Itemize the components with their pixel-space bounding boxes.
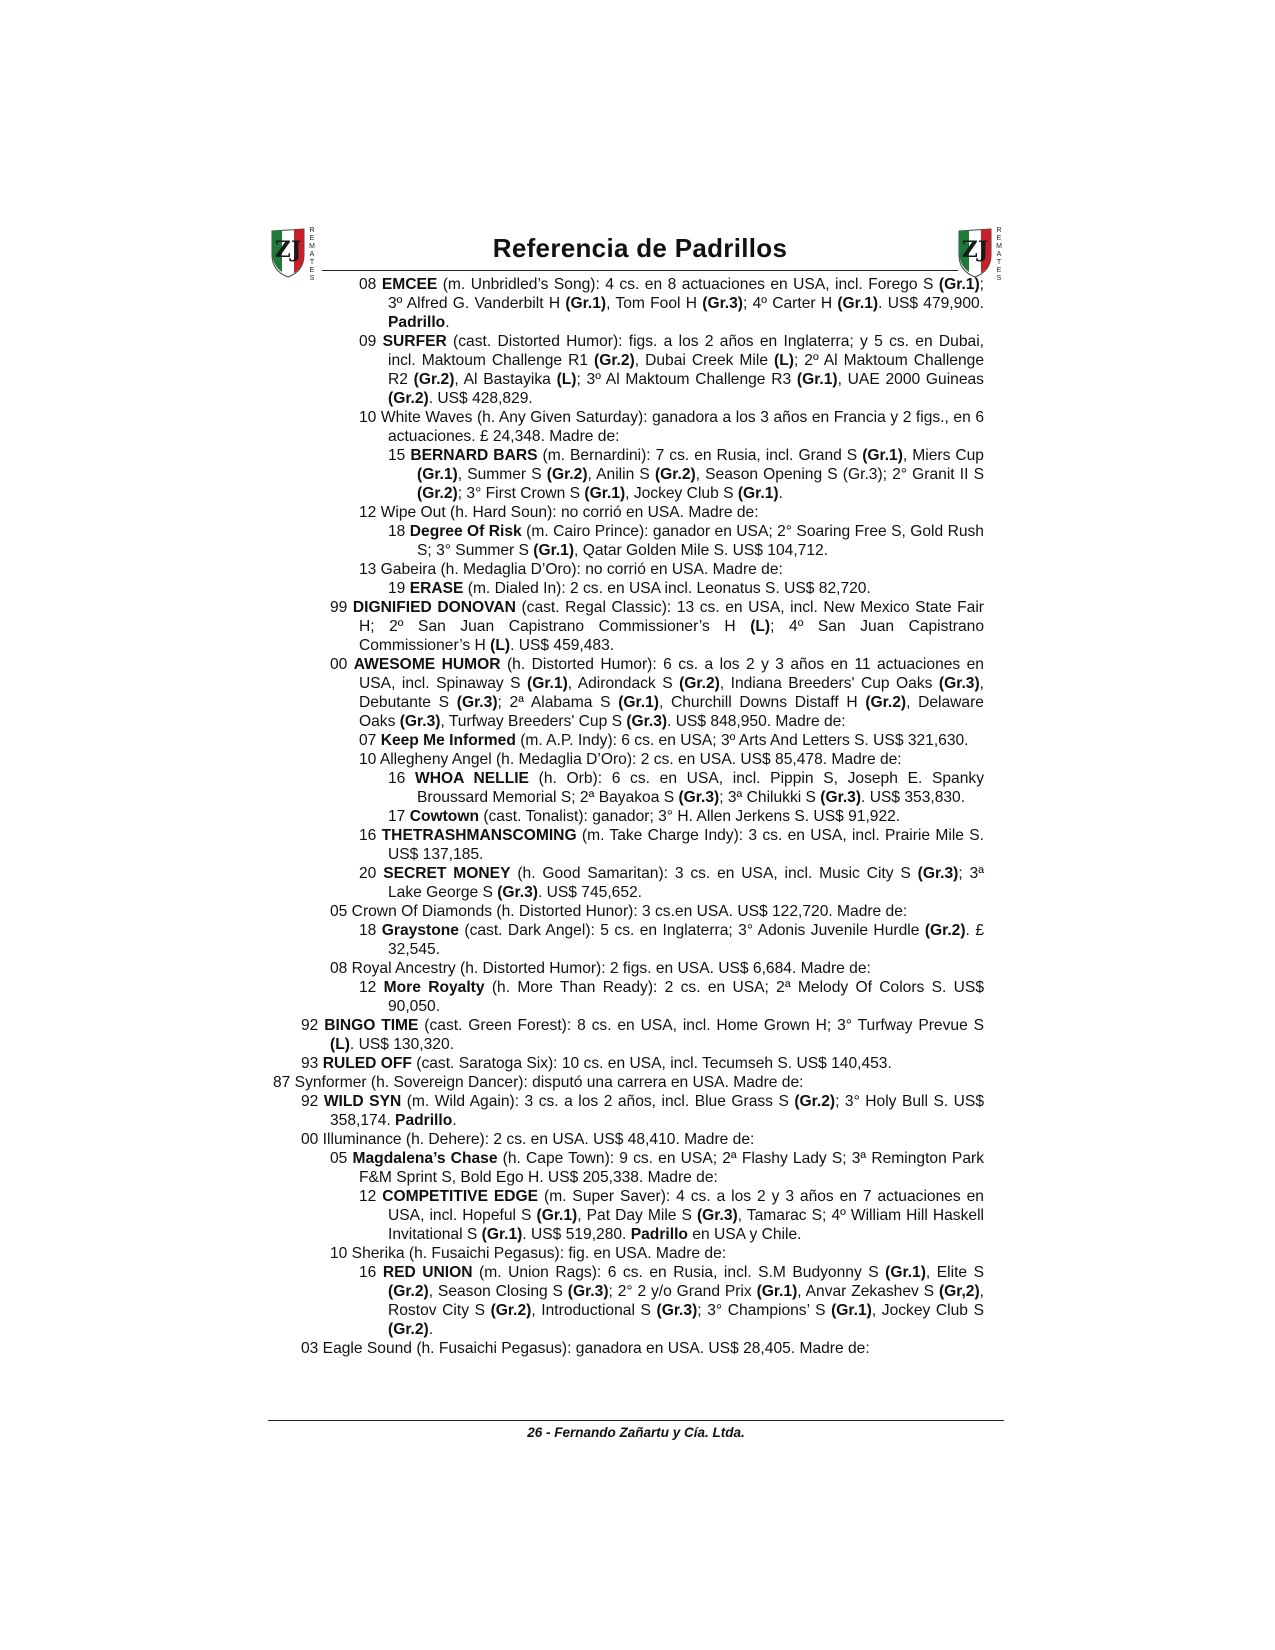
entry-text: (cast. Saratoga Six): 10 cs. en USA, incl. Tecumseh S. US$ 140,453. (411, 1055, 892, 1072)
company-logo-left (268, 225, 318, 282)
header-divider (322, 270, 958, 271)
entry-text: . US$ 745,652. (537, 884, 643, 901)
entry-bold-text: (Gr.3) (678, 789, 720, 806)
entry-text: ; 3° First Crown S (457, 485, 585, 502)
entry-bold-text: Degree Of Risk (409, 523, 522, 540)
logo-remates-text: R E M A T E S (309, 227, 315, 282)
entry-bold-text: (Gr.1) (938, 276, 980, 293)
entry-text: en USA y Chile. (687, 1226, 802, 1243)
entry-text: . US$ 459,483. (510, 637, 615, 654)
entry-bold-text: (Gr.2) (794, 1093, 836, 1110)
entry-text: , Pat Day Mile S (577, 1207, 697, 1224)
pedigree-entry (301, 1092, 984, 1130)
entry-bold-text: (Gr.1) (618, 694, 659, 711)
entry-text: , Anilin S (587, 466, 655, 483)
pedigree-entry (359, 503, 984, 522)
pedigree-entry (359, 864, 984, 902)
page-title: Referencia de Padrillos (492, 233, 788, 263)
entry-text: 10 Sherika (h. Fusaichi Pegasus): fig. en USA. Madre de: (330, 1245, 727, 1262)
logo-letters: ZJ (274, 237, 302, 263)
company-logo-right (955, 225, 1005, 282)
entry-text: . (428, 1321, 434, 1338)
entry-bold-text: (Gr.3) (917, 865, 959, 882)
pedigree-entry (301, 1016, 984, 1054)
entry-text: . US$ 479,900. (878, 295, 984, 312)
pedigree-entry (359, 1187, 984, 1244)
entry-text: , Elite S (925, 1264, 984, 1281)
entry-text: 87 Synformer (h. Sovereign Dancer): disputó una carrera en USA. Madre de: (273, 1074, 804, 1091)
entry-bold-text: (Gr.2) (679, 675, 720, 692)
entry-text: ; 3ª Chilukki S (719, 789, 821, 806)
entry-text: , Tom Fool H (606, 295, 703, 312)
entry-bold-text: (Gr.1) (584, 485, 626, 502)
entry-text: 10 Allegheny Angel (h. Medaglia D’Oro): 2 cs. en USA. US$ 85,478. Madre de: (359, 751, 902, 768)
entry-text: 16 (359, 827, 382, 844)
entry-bold-text: (Gr.2) (413, 371, 455, 388)
entry-text: (m. Wild Again): 3 cs. a los 2 años, incl. Blue Grass S (401, 1093, 795, 1110)
entry-text: . US$ 353,830. (861, 789, 966, 806)
pedigree-entry (301, 1054, 984, 1073)
entry-bold-text: (Gr.2) (388, 390, 429, 407)
entry-text: 20 (359, 865, 384, 882)
entry-text: , Al Bastayika (454, 371, 557, 388)
pedigree-entry (388, 807, 984, 826)
pedigree-entry (359, 332, 984, 408)
pedigree-entry (359, 750, 984, 769)
entry-bold-text: RULED OFF (322, 1055, 412, 1072)
entry-bold-text: (Gr.1) (756, 1283, 798, 1300)
entry-text: (m. Unbridled’s Song): 4 cs. en 8 actuaciones en USA, incl. Forego S (437, 276, 939, 293)
entry-text: . US$ 519,280. (522, 1226, 631, 1243)
entry-bold-text: (Gr.1) (796, 371, 838, 388)
entry-text: . US$ 130,320. (349, 1036, 454, 1053)
entry-text: , Season Closing S (428, 1283, 568, 1300)
entry-text: . £ 32,545. (388, 922, 984, 958)
pedigree-list (0, 275, 1275, 1358)
pedigree-entry (273, 1073, 984, 1092)
entry-text: ; 4º Carter H (743, 295, 838, 312)
entry-text: , Qatar Golden Mile S. US$ 104,712. (574, 542, 829, 559)
entry-text: . (445, 314, 450, 331)
entry-text: ; 4º San Juan Capistrano Commissioner’s H (359, 618, 984, 654)
entry-text: 99 (330, 599, 353, 616)
pedigree-entry (330, 959, 984, 978)
entry-text: , UAE 2000 Guineas (837, 371, 984, 388)
entry-text: ; 2ª Alabama S (497, 694, 619, 711)
pedigree-entry (359, 408, 984, 446)
entry-bold-text: RED UNION (382, 1264, 473, 1281)
logo-letters: ZJ (961, 237, 989, 263)
entry-text: 92 (301, 1093, 324, 1110)
pedigree-entry (330, 598, 984, 655)
entry-text: , Introductional S (531, 1302, 657, 1319)
entry-bold-text: Padrillo (630, 1226, 688, 1243)
entry-bold-text: Keep Me Informed (380, 732, 516, 749)
entry-text: . (778, 485, 783, 502)
pedigree-entry (330, 902, 984, 921)
entry-bold-text: (Gr.1) (481, 1226, 523, 1243)
entry-bold-text: (Gr.3) (656, 1302, 698, 1319)
entry-text: 16 (388, 770, 416, 787)
entry-text: , Indiana Breeders' Cup Oaks (719, 675, 939, 692)
entry-text: 12 (359, 1188, 383, 1205)
entry-text: , Summer S (457, 466, 547, 483)
entry-bold-text: (Gr.3) (567, 1283, 609, 1300)
pedigree-entry (330, 1244, 984, 1263)
entry-text: , Rostov City S (388, 1283, 985, 1319)
entry-text: 13 Gabeira (h. Medaglia D’Oro): no corrió en USA. Madre de: (359, 561, 783, 578)
entry-bold-text: (Gr.3) (696, 1207, 738, 1224)
entry-bold-text: (Gr.2) (490, 1302, 532, 1319)
page-footer: 26 - Fernando Zañartu y Cía. Ltda. (527, 1425, 745, 1440)
entry-bold-text: (Gr.2) (654, 466, 696, 483)
pedigree-entry (359, 731, 984, 750)
entry-bold-text: (Gr.3) (626, 713, 668, 730)
entry-bold-text: (Gr.1) (533, 542, 575, 559)
entry-text: (m. A.P. Indy): 6 cs. en USA; 3º Arts And Letters S. US$ 321,630. (515, 732, 969, 749)
entry-text: ; 3ª Lake George S (388, 865, 984, 901)
entry-text: (h. Orb): 6 cs. en USA, incl. Pippin S, Joseph E. Spanky Broussard Memorial S; 2ª Bayakoa S (417, 770, 984, 806)
entry-text: . US$ 428,829. (428, 390, 533, 407)
entry-text: 12 Wipe Out (h. Hard Soun): no corrió en USA. Madre de: (359, 504, 759, 521)
entry-text: 05 (330, 1150, 353, 1167)
entry-text: (cast. Regal Classic): 13 cs. en USA, incl. New Mexico State Fair H; 2º San Juan Capistrano Commissioner’s H (359, 599, 985, 635)
entry-text: (m. Take Charge Indy): 3 cs. en USA, incl. Prairie Mile S. US$ 137,185. (388, 827, 984, 863)
entry-bold-text: (Gr.2) (594, 352, 635, 369)
entry-bold-text: (Gr.2) (388, 1283, 429, 1300)
entry-text: (cast. Dark Angel): 5 cs. en Inglaterra; 3° Adonis Juvenile Hurdle (458, 922, 925, 939)
entry-text: 18 (388, 523, 410, 540)
entry-bold-text: WILD SYN (323, 1093, 402, 1110)
pedigree-entry (359, 560, 984, 579)
pedigree-entry (359, 275, 984, 332)
entry-bold-text: (Gr.1) (417, 466, 458, 483)
entry-bold-text: More Royalty (383, 979, 485, 996)
entry-text: 08 Royal Ancestry (h. Distorted Humor): 2 figs. en USA. US$ 6,684. Madre de: (330, 960, 871, 977)
entry-bold-text: (Gr.1) (831, 1302, 872, 1319)
entry-bold-text: THETRASHMANSCOMING (381, 827, 577, 844)
entry-text: 92 (301, 1017, 325, 1034)
entry-bold-text: (Gr.2) (417, 485, 458, 502)
entry-text: . (452, 1112, 457, 1129)
pedigree-entry (388, 522, 984, 560)
entry-text: 08 (359, 276, 382, 293)
zj-shield-icon (268, 225, 308, 279)
entry-bold-text: (Gr.3) (456, 694, 498, 711)
pedigree-entry (388, 769, 984, 807)
entry-text: , Jockey Club S (871, 1302, 984, 1319)
entry-bold-text: (L) (750, 618, 771, 635)
entry-bold-text: (Gr.1) (536, 1207, 578, 1224)
entry-bold-text: AWESOME HUMOR (353, 656, 501, 673)
entry-text: 10 White Waves (h. Any Given Saturday): ganadora a los 3 años en Francia y 2 figs., en 6 actuaciones. £ 24,348. Madre de: (359, 409, 984, 445)
entry-bold-text: (Gr.1) (565, 295, 607, 312)
entry-bold-text: (Gr.3) (820, 789, 862, 806)
entry-text: 03 Eagle Sound (h. Fusaichi Pegasus): ganadora en USA. US$ 28,405. Madre de: (301, 1340, 870, 1357)
entry-text: 16 (359, 1264, 383, 1281)
entry-text: (cast. Distorted Humor): figs. a los 2 años en Inglaterra; y 5 cs. en Dubai, incl. Maktoum Challenge R1 (388, 333, 984, 369)
entry-text: (cast. Green Forest): 8 cs. en USA, incl. Home Grown H; 3° Turfway Prevue S (418, 1017, 985, 1034)
entry-text: 18 (359, 922, 382, 939)
entry-bold-text: (Gr.1) (862, 447, 903, 464)
entry-bold-text: BINGO TIME (324, 1017, 419, 1034)
pedigree-entry (388, 579, 984, 598)
entry-bold-text: DIGNIFIED DONOVAN (352, 599, 516, 616)
entry-bold-text: ERASE (409, 580, 464, 597)
entry-text: , Delaware Oaks (359, 694, 984, 730)
entry-text: , Tamarac S; 4º William Hill Haskell Invitational S (388, 1207, 984, 1243)
entry-text: , Season Opening S (Gr.3); 2° Granit II S (695, 466, 984, 483)
entry-bold-text: Graystone (381, 922, 459, 939)
entry-bold-text: EMCEE (381, 276, 438, 293)
entry-text: 19 (388, 580, 410, 597)
entry-text: 05 Crown Of Diamonds (h. Distorted Hunor): 3 cs.en USA. US$ 122,720. Madre de: (330, 903, 908, 920)
entry-text: (m. Dialed In): 2 cs. en USA incl. Leonatus S. US$ 82,720. (463, 580, 871, 597)
entry-text: ; 3º Alfred G. Vanderbilt H (388, 276, 984, 312)
entry-text: (m. Super Saver): 4 cs. a los 2 y 3 años en 7 actuaciones en USA, incl. Hopeful S (388, 1188, 984, 1224)
entry-text: (h. Good Samaritan): 3 cs. en USA, incl. Music City S (510, 865, 918, 882)
entry-text: , Turfway Breeders' Cup S (440, 713, 627, 730)
pedigree-entry (330, 655, 984, 731)
pedigree-entry (359, 978, 984, 1016)
entry-bold-text: (Gr.1) (527, 675, 568, 692)
entry-text: 07 (359, 732, 381, 749)
entry-text: ; 2° 2 y/o Grand Prix (608, 1283, 757, 1300)
zj-shield-icon (955, 225, 995, 279)
entry-bold-text: (Gr.3) (702, 295, 743, 312)
entry-text: (h. More Than Ready): 2 cs. en USA; 2ª Melody Of Colors S. US$ 90,050. (388, 979, 984, 1015)
entry-bold-text: BERNARD BARS (410, 447, 538, 464)
entry-text: (h. Distorted Humor): 6 cs. a los 2 y 3 años en 11 actuaciones en USA, incl. Spinaway S (359, 656, 984, 692)
entry-text: (m. Cairo Prince): ganador en USA; 2° Soaring Free S, Gold Rush S; 3° Summer S (417, 523, 984, 559)
entry-bold-text: WHOA NELLIE (415, 770, 529, 787)
entry-bold-text: (L) (774, 352, 794, 369)
entry-text: , Churchill Downs Distaff H (658, 694, 866, 711)
entry-text: , Dubai Creek Mile (634, 352, 775, 369)
pedigree-entry (301, 1339, 984, 1358)
entry-bold-text: (Gr.3) (497, 884, 538, 901)
entry-text: . US$ 848,950. Madre de: (667, 713, 846, 730)
entry-text: ; 2º Al Maktoum Challenge R2 (388, 352, 984, 388)
entry-bold-text: (L) (556, 371, 577, 388)
entry-bold-text: SURFER (382, 333, 447, 350)
pedigree-entry (359, 921, 984, 959)
entry-text: , Anvar Zekashev S (797, 1283, 939, 1300)
entry-bold-text: (Gr.1) (737, 485, 779, 502)
entry-text: 93 (301, 1055, 323, 1072)
entry-text: 00 (330, 656, 354, 673)
entry-text: (m. Bernardini): 7 cs. en Rusia, incl. Grand S (537, 447, 863, 464)
entry-bold-text: (L) (330, 1036, 350, 1053)
entry-text: 17 (388, 808, 410, 825)
entry-bold-text: Padrillo (395, 1112, 453, 1129)
entry-text: 09 (359, 333, 383, 350)
entry-bold-text: (Gr.3) (938, 675, 980, 692)
entry-bold-text: COMPETITIVE EDGE (382, 1188, 539, 1205)
entry-bold-text: (Gr.1) (885, 1264, 926, 1281)
entry-bold-text: Magdalena’s Chase (352, 1150, 498, 1167)
logo-remates-text: R E M A T E S (996, 227, 1002, 282)
entry-text: , Jockey Club S (625, 485, 738, 502)
pedigree-entry (359, 1263, 984, 1339)
entry-bold-text: (Gr.2) (546, 466, 588, 483)
entry-text: ; 3º Al Maktoum Challenge R3 (576, 371, 797, 388)
entry-text: , Miers Cup (902, 447, 984, 464)
footer-divider (268, 1420, 1004, 1421)
entry-text: (h. Cape Town): 9 cs. en USA; 2ª Flashy Lady S; 3ª Remington Park F&M Sprint S, Bold Ego H. US$ 205,338. Madre de: (359, 1150, 984, 1186)
entry-bold-text: (Gr.2) (388, 1321, 429, 1338)
entry-text: , Debutante S (359, 675, 984, 711)
entry-text: 00 Illuminance (h. Dehere): 2 cs. en USA. US$ 48,410. Madre de: (301, 1131, 755, 1148)
entry-text: 15 (388, 447, 411, 464)
entry-text: (m. Union Rags): 6 cs. en Rusia, incl. S.M Budyonny S (472, 1264, 886, 1281)
entry-bold-text: (Gr.1) (837, 295, 879, 312)
entry-bold-text: Padrillo (388, 314, 446, 331)
entry-text: (cast. Tonalist): ganador; 3° H. Allen Jerkens S. US$ 91,922. (478, 808, 901, 825)
entry-bold-text: (L) (490, 637, 511, 654)
pedigree-entry (330, 1149, 984, 1187)
pedigree-entry (301, 1130, 984, 1149)
entry-text: ; 3° Holy Bull S. US$ 358,174. (330, 1093, 985, 1129)
entry-bold-text: (Gr.2) (865, 694, 907, 711)
entry-bold-text: (Gr.2) (924, 922, 966, 939)
entry-bold-text: (Gr,2) (938, 1283, 980, 1300)
pedigree-entry (359, 826, 984, 864)
entry-bold-text: (Gr.3) (399, 713, 441, 730)
entry-text: , Adirondack S (567, 675, 680, 692)
entry-bold-text: Cowtown (409, 808, 479, 825)
pedigree-entry (388, 446, 984, 503)
entry-bold-text: SECRET MONEY (383, 865, 511, 882)
entry-text: ; 3° Champions’ S (697, 1302, 832, 1319)
entry-text: 12 (359, 979, 384, 996)
